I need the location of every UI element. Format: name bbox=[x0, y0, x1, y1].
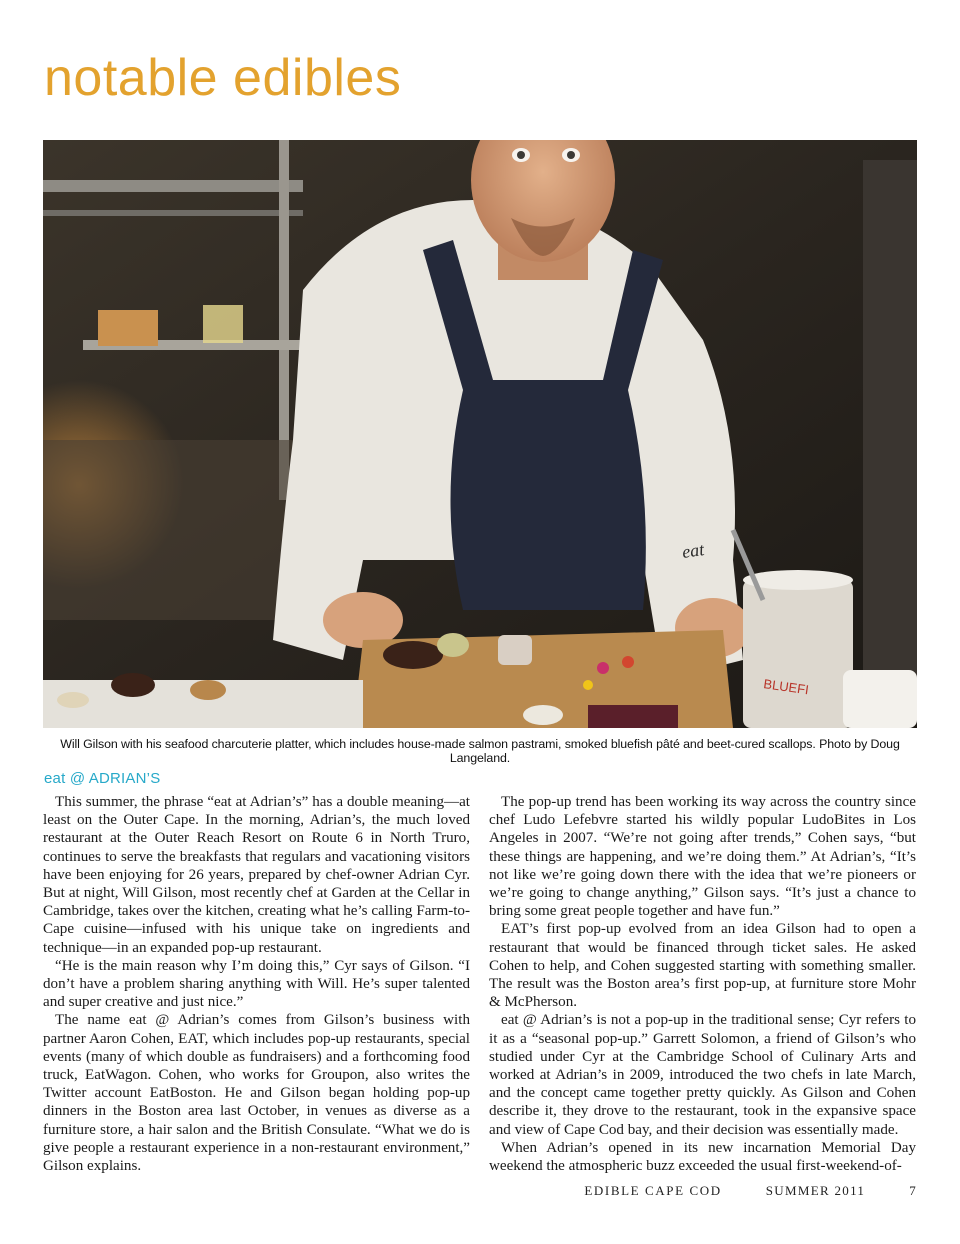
paragraph: This summer, the phrase “eat at Adrian’s” has a double meaning—at least on the Outer Cape. In the morning, Adrian’s, the much loved restaurant at the Outer Reach Resort on Route 6 in North Truro, continues to serve the breakfasts that regulars and vacationing visitors have been enjoying for 26 years, prepared by chef-owner Adrian Cyr. But at night, Will Gilson, most recently chef at Garden at the Cellar in Cambridge, takes over the kitchen, creating what he’s calling Farm-to-Cape cuisine—infused with his unique take on ingredients and technique—in an expanded pop-up restaurant. bbox=[43, 794, 470, 956]
paragraph: The name eat @ Adrian’s comes from Gilson’s business with partner Aaron Cohen, EAT, which includes pop-up restaurants, special events (many of which double as fundraisers) and a forthcoming food truck, EatWagon. Cohen, who works for Groupon, also writes the Twitter account EatBoston. He and Gilson began holding pop-up dinners in the Boston area last October, in venues as diverse as a furniture store, a hair salon and the British Consulate. “What we do is give people a restaurant experience in a non-restaurant environment,” Gilson explains. bbox=[43, 1012, 470, 1175]
paragraph: When Adrian’s opened in its new incarnation Memorial Day weekend the atmospheric buzz exceeded the usual first-weekend-of- bbox=[489, 1139, 916, 1175]
issue-date: SUMMER 2011 bbox=[765, 1183, 866, 1198]
article-heading: eat @ ADRIAN’S bbox=[44, 770, 161, 787]
section-title: notable edibles bbox=[44, 49, 402, 107]
page-number: 7 bbox=[909, 1183, 917, 1198]
article-column-left bbox=[43, 793, 470, 1175]
container-label: BLUEFI bbox=[762, 676, 810, 698]
tattoo-text: eat bbox=[680, 539, 706, 562]
paragraph: eat @ Adrian’s is not a pop-up in the traditional sense; Cyr refers to it as a “seasonal pop-up.” Garrett Solomon, a friend of Gilson’s who studied under Cyr at the Cambridge School of Culinary Arts and worked at Adrian’s in 2009, introduced the two chefs in late March, and the concept came together pretty quickly. As Gilson and Cohen describe it, they drove to the restaurant, took in the expansive space and view of Cape Cod bay, and their decision was essentially made. bbox=[489, 1012, 916, 1138]
paragraph: The pop-up trend has been working its way across the country since chef Ludo Lefebvre started his wildly popular LudoBites in Los Angeles in 2007. “We’re not going after trends,” Cohen says, “but these things are happening, and we’re doing them.” At Adrian’s, “It’s not like we’re going down there with the idea that we’re pioneers or we’re going to change anything,” Gilson says. “It’s just a chance to bring some great people together and have fun.” bbox=[489, 794, 916, 920]
paragraph: EAT’s first pop-up evolved from an idea Gilson had to open a restaurant that would be financed through ticket sales. He asked Cohen to help, and Cohen suggested starting with something smaller. The result was the Boston area’s first pop-up, at furniture store Mohr & McPherson. bbox=[489, 921, 916, 1011]
paragraph: “He is the main reason why I’m doing this,” Cyr says of Gilson. “I don’t have a problem sharing anything with Will. He’s super talented and super creative and just nice.” bbox=[43, 957, 470, 1011]
chef-photo bbox=[43, 140, 917, 728]
publication-name: EDIBLE CAPE COD bbox=[584, 1183, 722, 1198]
photo-caption: Will Gilson with his seafood charcuterie platter, which includes house-made salmon pastrami, smoked bluefish pâté and beet-cured scallops. Photo by Doug Langeland. bbox=[60, 737, 900, 765]
page-footer bbox=[560, 1183, 917, 1199]
article-column-right bbox=[489, 793, 916, 1175]
